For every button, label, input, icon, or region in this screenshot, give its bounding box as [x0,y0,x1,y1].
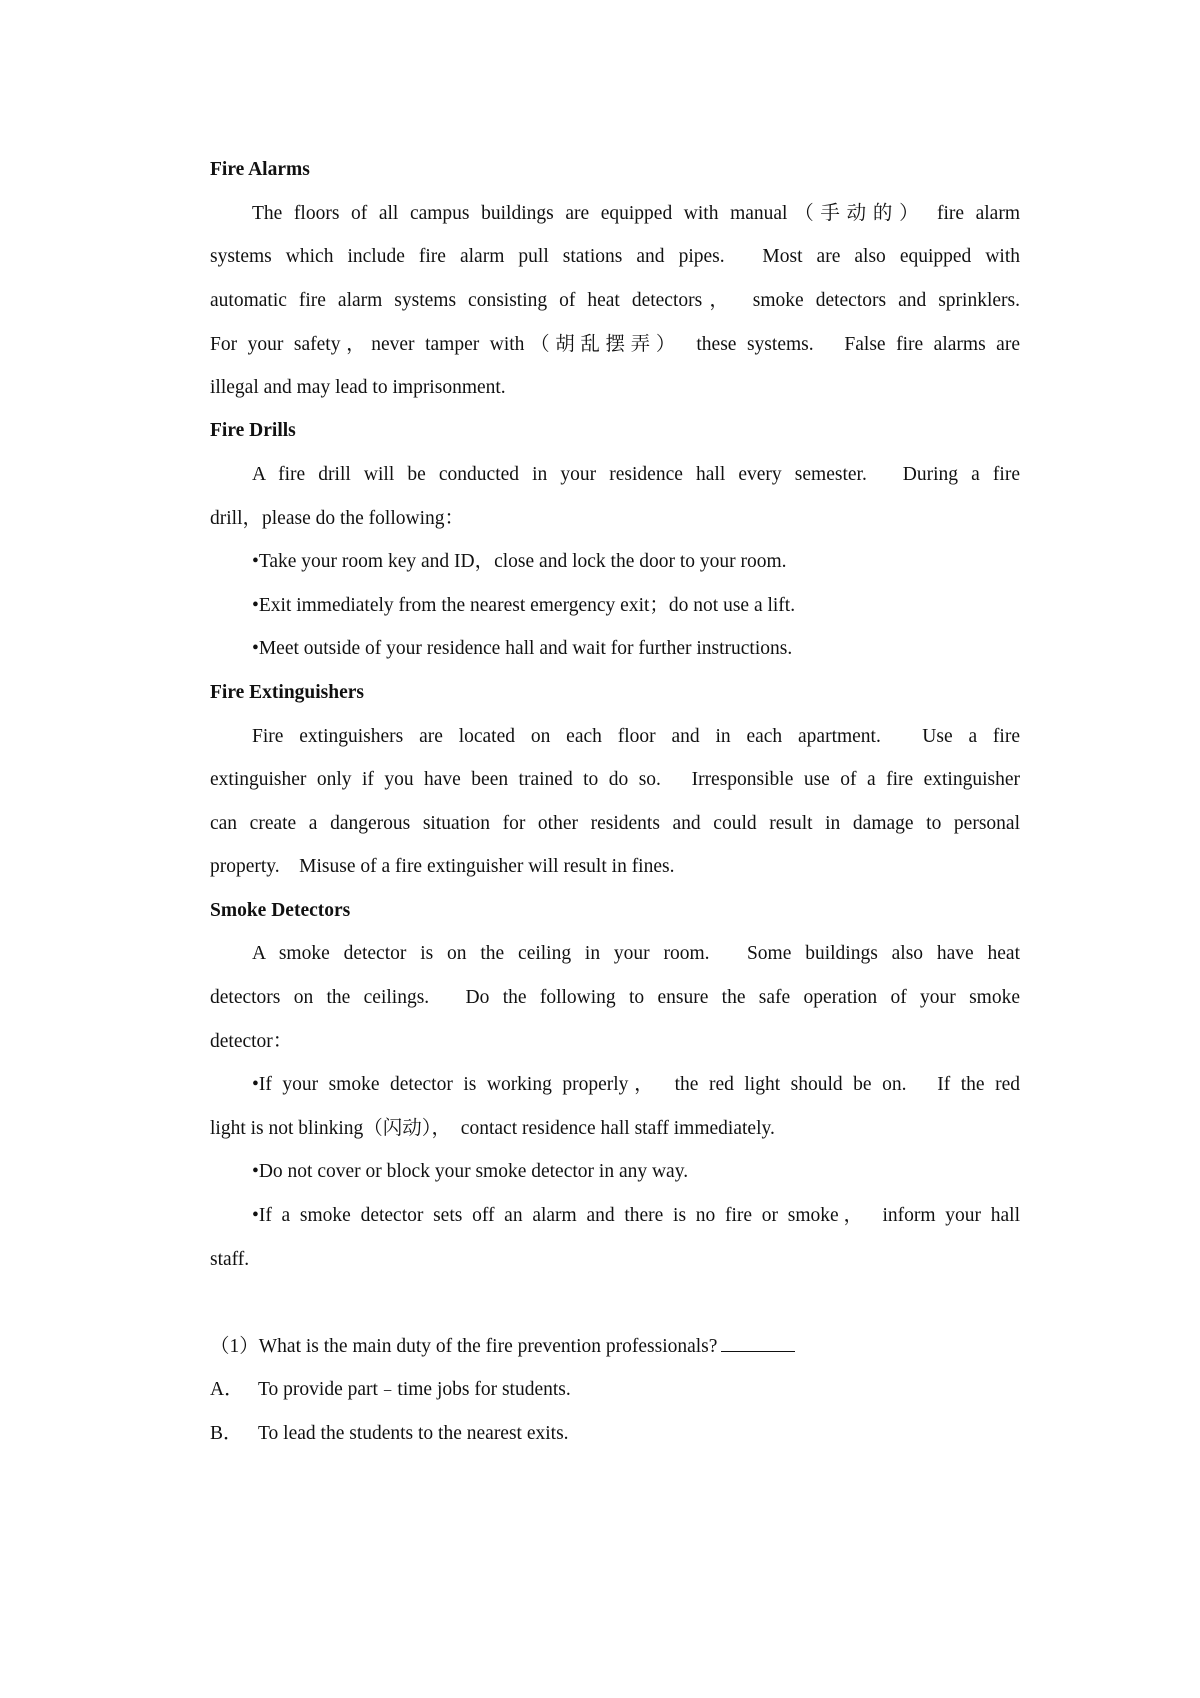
bullet-item-continuation: light is not blinking（闪动）， contact residence hall staff immediately. [210,1118,775,1139]
option-b [210,1419,1020,1449]
option-text: To lead the students to the nearest exits. [258,1423,569,1444]
paragraph-line: property. Misuse of a fire extinguisher will result in fines. [210,856,675,877]
question-text: What is the main duty of the fire prevention professionals? [258,1336,718,1357]
option-a [210,1375,1020,1405]
bullet-item: •Take your room key and ID，close and lock the door to your room. [252,551,787,572]
paragraph-line: The floors of all campus buildings are equipped with manual（手动的） fire alarm [252,203,1020,224]
section-heading-fire-alarms: Fire Alarms [210,159,310,180]
option-letter: A． [210,1379,244,1400]
section-heading-smoke-detectors: Smoke Detectors [210,900,351,921]
question-1 [210,1332,1020,1362]
question-number: （1） [210,1336,259,1357]
paragraph-line: detector： [210,1031,293,1052]
paragraph-line: Fire extinguishers are located on each floor and in each apartment. Use a fire [252,726,1020,747]
bullet-item: •If a smoke detector sets off an alarm and there is no fire or smoke， inform your hall [252,1205,1020,1226]
paragraph-line: detectors on the ceilings. Do the following to ensure the safe operation of your smoke [210,987,1020,1008]
section-heading-fire-extinguishers: Fire Extinguishers [210,682,365,703]
paragraph-line: A smoke detector is on the ceiling in your room. Some buildings also have heat [252,943,1020,964]
answer-blank[interactable] [721,1333,795,1352]
paragraph-line: drill，please do the following： [210,508,464,529]
bullet-item: •Meet outside of your residence hall and wait for further instructions. [252,638,793,659]
paragraph-line: extinguisher only if you have been trained to do so. Irresponsible use of a fire extinguisher [210,769,1020,790]
paragraph-line: A fire drill will be conducted in your residence hall every semester. During a fire [252,464,1020,485]
bullet-item-continuation: staff. [210,1249,250,1270]
paragraph-line: For your safety，never tamper with（胡乱摆弄） these systems. False fire alarms are [210,334,1020,355]
paragraph-line: systems which include fire alarm pull stations and pipes. Most are also equipped with [210,246,1020,267]
bullet-item: •Exit immediately from the nearest emergency exit；do not use a lift. [252,595,796,616]
paragraph-line: automatic fire alarm systems consisting of heat detectors， smoke detectors and sprinklers. [210,290,1020,311]
option-text: To provide part﹣time jobs for students. [258,1379,571,1400]
option-letter: B． [210,1423,243,1444]
paragraph-line: can create a dangerous situation for other residents and could result in damage to personal [210,813,1020,834]
paragraph-line: illegal and may lead to imprisonment. [210,377,506,398]
section-heading-fire-drills: Fire Drills [210,420,296,441]
bullet-item: •Do not cover or block your smoke detector in any way. [252,1161,689,1182]
bullet-item: •If your smoke detector is working properly， the red light should be on. If the red [252,1074,1020,1095]
